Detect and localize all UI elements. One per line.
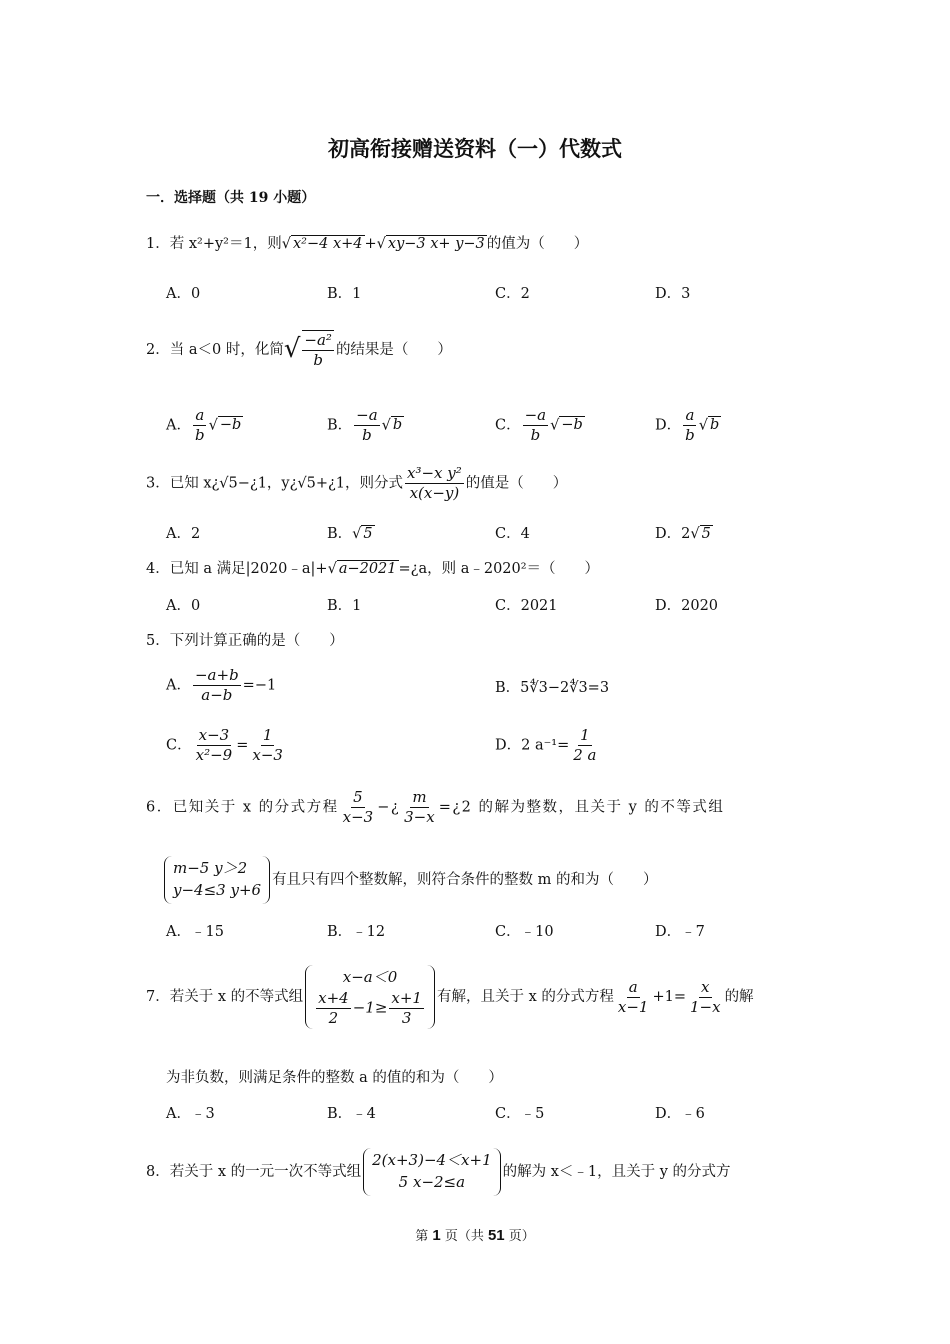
question-1-expr1: x²−4 x+4: [292, 236, 363, 252]
option-label: C．: [495, 417, 521, 434]
fraction-denominator: 1−x: [689, 997, 721, 1016]
fraction-numerator: 1: [580, 726, 590, 744]
question-7-mid: 有解，且关于 x 的分式方程: [436, 989, 614, 1006]
question-2-suffix: 的结果是（ ）: [335, 341, 452, 358]
fraction-numerator: 5: [353, 788, 363, 806]
fraction-denominator: x²−9: [195, 745, 233, 764]
radical-icon: √: [352, 526, 362, 542]
question-6-prefix: 6．已知关于 x 的分式方程: [146, 799, 339, 816]
fraction-denominator: 2: [328, 1008, 339, 1027]
option-fraction: [194, 726, 235, 765]
radical-icon: √: [327, 561, 337, 577]
option-label: B．: [495, 680, 521, 696]
fraction-numerator: x³−x y²: [407, 464, 462, 482]
option-fraction: [193, 666, 241, 705]
option-expression: 5∜3−2∜3=3: [520, 680, 610, 696]
question-8: [146, 1148, 731, 1196]
inequality-fraction: [389, 989, 424, 1028]
question-6-suffix-2: 有且只有四个整数解，则符合条件的整数 m 的和为（ ）: [272, 871, 658, 888]
option-equals: =: [236, 737, 249, 754]
fraction-numerator: m: [412, 788, 427, 806]
question-2: [146, 330, 452, 370]
question-7-fraction-1: [616, 978, 651, 1017]
question-2-fraction: [302, 330, 334, 370]
radical-icon: √: [550, 417, 560, 434]
inequality-fraction: [316, 989, 351, 1028]
fraction-numerator: x+1: [391, 988, 422, 1007]
fraction-numerator: x: [701, 977, 710, 996]
question-6: [146, 788, 724, 827]
page-number: 1: [432, 1227, 441, 1244]
q6-option-b: B．﹣12: [327, 924, 386, 940]
q1-option-b: B．1: [327, 286, 362, 302]
section-heading: 一．选择题（共 19 小题）: [146, 190, 316, 206]
inequality-2: y−4≤3 y+6: [173, 880, 262, 899]
fraction-numerator: a: [685, 406, 695, 424]
question-6-suffix: =¿2 的解为整数，且关于 y 的不等式组: [438, 799, 725, 816]
question-1: [146, 236, 588, 253]
option-fraction: [193, 406, 207, 445]
fraction-denominator: x−1: [617, 997, 649, 1016]
fraction-denominator: b: [685, 425, 695, 444]
fraction-denominator: x−3: [252, 745, 283, 764]
inequality-system: [363, 1148, 501, 1196]
fraction-numerator: x−3: [198, 726, 230, 744]
option-label: A．: [166, 677, 191, 694]
question-3-prefix: 3．已知 x¿: [146, 475, 220, 492]
question-6-fraction-2: [402, 788, 437, 827]
option-radicand: b: [392, 417, 403, 434]
question-7-plus: +1=: [652, 989, 686, 1006]
q4-option-c: C．2021: [495, 598, 558, 614]
option-radicand: b: [710, 417, 720, 434]
fraction-numerator: a: [195, 406, 205, 424]
question-3-mid1: 5−¿1，y¿: [228, 475, 298, 492]
question-1-suffix: 的值为（ ）: [486, 236, 589, 252]
question-7-line-2: 为非负数，则满足条件的整数 a 的值的和为（ ）: [166, 1070, 503, 1086]
fraction-numerator: a: [628, 977, 638, 996]
q2-option-d: [655, 406, 721, 445]
option-label: C．: [166, 737, 192, 754]
q3-option-a: A．2: [166, 526, 201, 542]
fraction-numerator: −a+b: [194, 666, 239, 684]
question-6-minus: −¿: [377, 799, 401, 816]
radical-icon: √: [297, 475, 307, 492]
radical-icon: √: [376, 236, 386, 252]
q7-option-d: D．﹣6: [655, 1106, 705, 1122]
option-fraction: [683, 406, 697, 445]
q4-option-a: A．0: [166, 598, 201, 614]
fraction-denominator: b: [313, 350, 323, 369]
page-total: 51: [487, 1227, 505, 1244]
q3-option-d: [655, 526, 713, 543]
inequality-2: 5 x−2≤a: [398, 1172, 466, 1191]
radical-icon: √: [281, 236, 291, 252]
q7-option-a: A．﹣3: [166, 1106, 215, 1122]
q7-option-b: B．﹣4: [327, 1106, 376, 1122]
question-3-suffix: 的值是（ ）: [465, 475, 568, 492]
fraction-numerator: x+4: [318, 988, 349, 1007]
fraction-denominator: x(x−y): [409, 483, 460, 502]
question-6-line-2: [162, 856, 658, 904]
question-3-mid2: 5+¿1，则分式: [306, 475, 404, 492]
question-1-expr2: xy−3 x+ y−3: [387, 236, 485, 252]
option-radicand: 5: [701, 526, 711, 542]
q1-option-a: A．0: [166, 286, 201, 302]
q2-option-b: [327, 406, 404, 445]
q6-option-c: C．﹣10: [495, 924, 554, 940]
fraction-denominator: 2 a: [573, 745, 597, 764]
option-lhs: 2 a⁻¹=: [521, 737, 570, 754]
question-3-fraction: [405, 464, 464, 503]
question-7: [146, 965, 754, 1029]
q5-option-d: [495, 726, 601, 765]
fraction-numerator: −a: [356, 406, 378, 424]
footer-mid: 页（共: [440, 1229, 488, 1244]
question-4: [146, 561, 599, 578]
option-radicand: 5: [363, 526, 373, 542]
inequality-system: [305, 965, 435, 1029]
q5-option-a: [166, 666, 276, 705]
option-label: D．: [655, 417, 682, 434]
fraction-denominator: x−3: [342, 807, 374, 826]
option-fraction: [250, 726, 285, 765]
question-4-radicand: a−2021: [338, 561, 397, 577]
question-4-prefix: 4．已知 a 满足|2020﹣a|+: [146, 561, 328, 577]
fraction-denominator: 3−x: [404, 807, 435, 826]
question-7-prefix: 7．若关于 x 的不等式组: [146, 989, 304, 1006]
fraction-numerator: 1: [262, 726, 273, 744]
inequality-1: m−5 y＞2: [173, 859, 248, 877]
option-radicand: −b: [561, 417, 583, 434]
q7-option-c: C．﹣5: [495, 1106, 545, 1122]
q3-option-c: C．4: [495, 526, 530, 542]
question-8-prefix: 8．若关于 x 的一元一次不等式组: [146, 1163, 362, 1180]
fraction-denominator: 3: [401, 1008, 412, 1027]
page-footer: [0, 1227, 950, 1245]
fraction-denominator: b: [530, 425, 541, 444]
question-2-prefix: 2．当 a＜0 时，化简: [146, 341, 284, 358]
question-1-plus: +: [364, 236, 377, 252]
question-6-fraction-1: [341, 788, 376, 827]
q6-option-d: D．﹣7: [655, 924, 705, 940]
inequality-2: [314, 989, 426, 1028]
fraction-denominator: b: [194, 425, 205, 444]
inequality-mid: −1≥: [352, 998, 388, 1016]
option-label: D．: [495, 737, 522, 754]
radical-icon: √: [283, 334, 301, 365]
radical-icon: √: [690, 526, 700, 542]
question-4-suffix: =¿a，则 a﹣2020²＝（ ）: [398, 561, 600, 577]
radical-icon: √: [381, 417, 391, 434]
q5-option-c: [166, 726, 287, 765]
radical-icon: √: [208, 417, 218, 434]
fraction-denominator: b: [362, 425, 372, 444]
q4-option-d: D．2020: [655, 598, 719, 614]
q2-option-c: [495, 406, 585, 445]
inequality-system: [164, 856, 270, 904]
option-rhs: =−1: [242, 677, 277, 694]
option-fraction: [523, 406, 549, 445]
question-8-suffix: 的解为 x＜﹣1，且关于 y 的分式方: [502, 1163, 731, 1180]
option-label: B．: [327, 526, 353, 542]
option-fraction: [354, 406, 380, 445]
option-label: D．2: [655, 526, 691, 542]
q2-option-a: [166, 406, 243, 445]
fraction-denominator: a−b: [201, 685, 233, 704]
footer-post: 页）: [504, 1229, 535, 1244]
question-5: 5．下列计算正确的是（ ）: [146, 633, 344, 649]
question-7-suffix: 的解: [724, 989, 754, 1006]
fraction-numerator: −a²: [304, 331, 332, 349]
q4-option-b: B．1: [327, 598, 362, 614]
page-title: 初高衔接赠送资料（一）代数式: [328, 136, 622, 161]
q1-option-d: D．3: [655, 286, 691, 302]
q5-option-b: [495, 680, 609, 697]
option-fraction: [571, 726, 598, 765]
footer-pre: 第: [415, 1229, 433, 1244]
question-3: [146, 464, 567, 503]
q1-option-c: C．2: [495, 286, 530, 302]
option-radicand: −b: [219, 417, 242, 434]
radical-icon: √: [698, 417, 708, 434]
option-label: A．: [166, 417, 191, 434]
inequality-1: x−a＜0: [342, 968, 398, 986]
option-label: B．: [327, 417, 353, 434]
radical-icon: √: [219, 475, 229, 492]
question-1-prefix: 1．若 x²+y²＝1，则: [146, 236, 282, 252]
inequality-1: 2(x+3)−4＜x+1: [372, 1151, 492, 1169]
question-7-fraction-2: [688, 978, 723, 1017]
fraction-numerator: −a: [524, 406, 547, 424]
q6-option-a: A．﹣15: [166, 924, 224, 940]
q3-option-b: [327, 526, 375, 543]
